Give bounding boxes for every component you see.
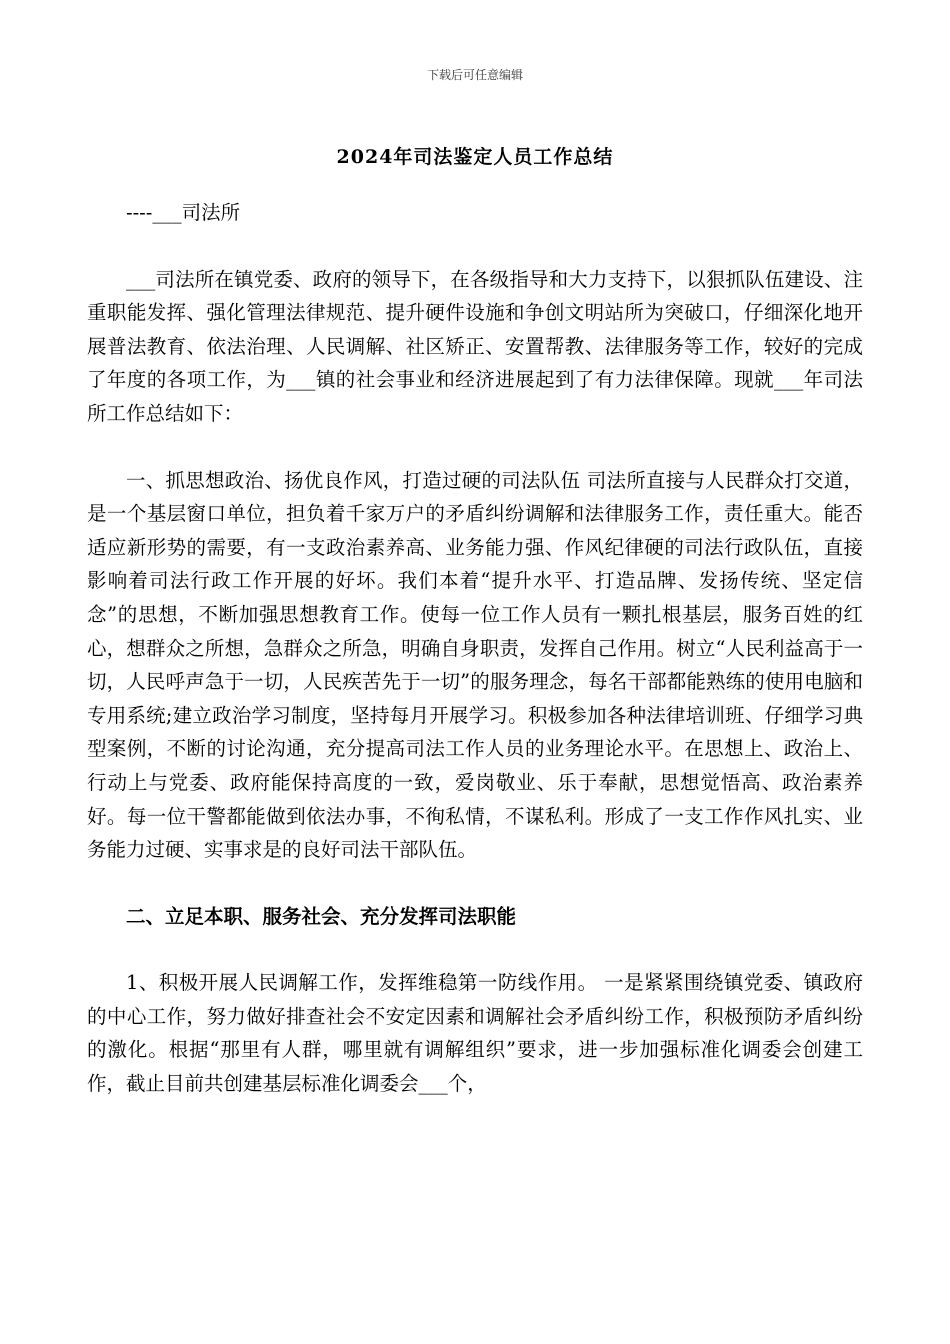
document-body xyxy=(87,196,863,1101)
section-2-heading: 二、立足本职、服务社会、充分发挥司法职能 xyxy=(126,904,517,928)
paragraph-intro: ___司法所在镇党委、政府的领导下，在各级指导和大力支持下，以狠抓队伍建设、注重职能发挥、强化管理法律规范、提升硬件设施和争创文明站所为突破口，仔细深化地开展普法教育、依法治理、人民调解、社区矫正、安置帮教、法律服务等工作，较好的完成了年度的各项工作，为___镇的社会事业和经济进展起到了有力法律保障。现就___年司法所工作总结如下： xyxy=(87,267,863,425)
page-title: 2024年司法鉴定人员工作总结 xyxy=(336,146,614,168)
byline: ----___司法所 xyxy=(126,201,241,224)
paragraph-section-2-item-1: 1、积极开展人民调解工作，发挥维稳第一防线作用。 一是紧紧围绕镇党委、镇政府的中心工作，努力做好排查社会不安定因素和调解社会矛盾纠纷工作，积极预防矛盾纠纷的激化。根据“那里有人群，哪里就有调解组织”要求，进一步加强标准化调委会创建工作，截止目前共创建基层标准化调委会___个， xyxy=(87,971,863,1096)
paragraph-section-1: 一、抓思想政治、扬优良作风，打造过硬的司法队伍 司法所直接与人民群众打交道，是一个基层窗口单位，担负着千家万户的矛盾纠纷调解和法律服务工作，责任重大。能否适应新形势的需要，有一支政治素养高、业务能力强、作风纪律硬的司法行政队伍，直接影响着司法行政工作开展的好坏。我们本着“提升水平、打造品牌、发扬传统、坚定信念”的思想，不断加强思想教育工作。使每一位工作人员有一颗扎根基层，服务百姓的红心，想群众之所想，急群众之所急，明确自身职责，发挥自己作用。树立“人民利益高于一切，人民呼声急于一切，人民疾苦先于一切”的服务理念，每名干部都能熟练的使用电脑和专用系统;建立政治学习制度，坚持每月开展学习。积极参加各种法律培训班、仔细学习典型案例，不断的讨论沟通，充分提高司法工作人员的业务理论水平。在思想上、政治上、行动上与党委、政府能保持高度的一致，爱岗敬业、乐于奉献，思想觉悟高、政治素养好。每一位干警都能做到依法办事，不徇私情，不谋私利。形成了一支工作作风扎实、业务能力过硬、实事求是的良好司法干部队伍。 xyxy=(87,468,863,862)
header-note: 下载后可任意编辑 xyxy=(426,68,523,82)
